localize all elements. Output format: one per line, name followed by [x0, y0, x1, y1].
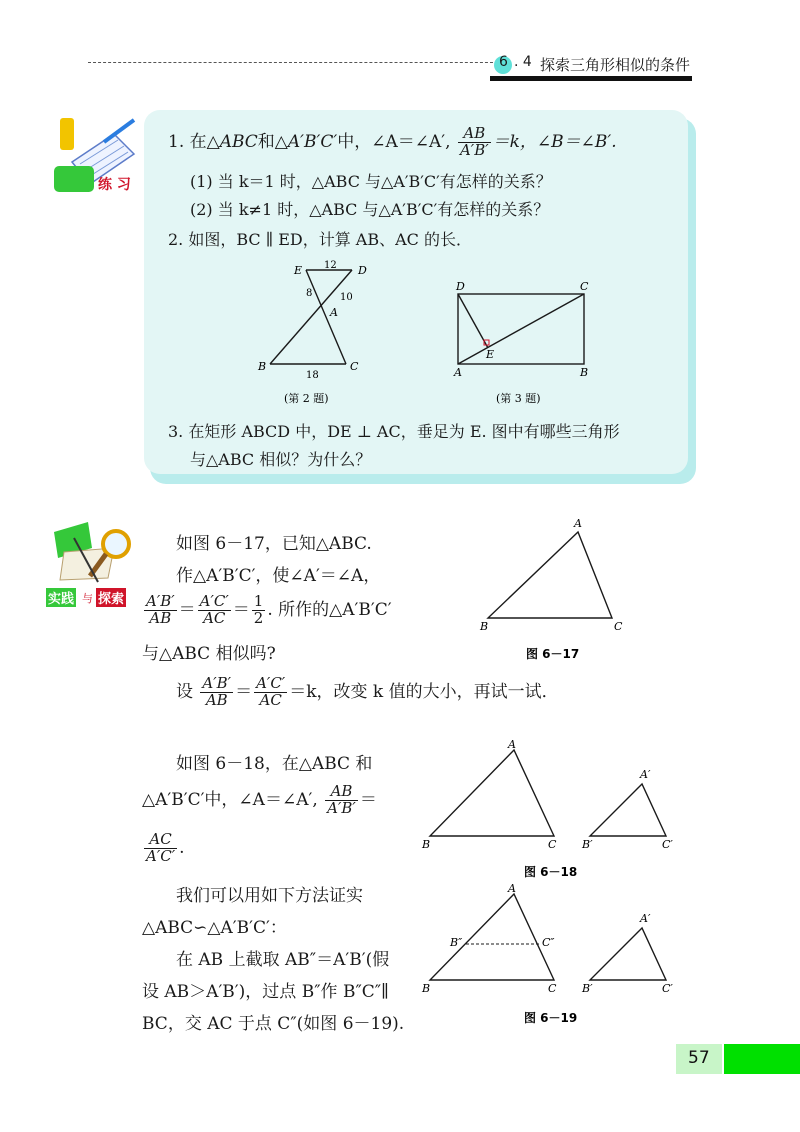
- label-b-double-prime: B″: [450, 936, 463, 949]
- label-ed-length: 12: [324, 260, 337, 271]
- figure-q3: [448, 278, 608, 408]
- label-a: A: [574, 517, 582, 530]
- proof-frac1-den: A′B′: [327, 798, 356, 817]
- figure-6-17: [470, 514, 640, 664]
- explore-frac5-den: AC: [259, 690, 282, 709]
- figure-6-19: [418, 882, 688, 1028]
- label-b: B: [422, 982, 431, 995]
- q1-mid: 中，∠A＝∠A′,: [337, 131, 451, 152]
- label-a: A: [508, 882, 516, 895]
- label-c: C: [548, 982, 557, 995]
- triangle-abc: [430, 894, 554, 980]
- explore-p3: [142, 594, 392, 627]
- label-d: D: [358, 264, 367, 277]
- label-b-prime: B′: [582, 982, 593, 995]
- label-c: C: [614, 620, 623, 633]
- label-a: A: [508, 738, 516, 751]
- q1-sub1: (1) 当 k＝1 时，△ABC 与△A′B′C′有怎样的关系？: [190, 172, 552, 191]
- practice-badge-label: 练 习: [98, 177, 131, 193]
- label-a: A: [330, 306, 338, 319]
- q1-triangle-1: △ABC: [206, 131, 258, 152]
- proof-frac1-num: AB: [325, 784, 358, 801]
- label-b: B: [480, 620, 489, 633]
- explore-frac4-num: A′B′: [202, 674, 232, 692]
- q1-fraction-num: AB: [458, 126, 491, 143]
- proof-frac2-num: AC: [144, 832, 177, 849]
- figure-6-18: [418, 738, 688, 884]
- label-bc-length: 18: [306, 370, 319, 381]
- explore-frac3-num: 1: [253, 592, 264, 610]
- section-header: [490, 52, 692, 78]
- proof-l1: 如图 6－18，在△ABC 和: [176, 754, 373, 774]
- header-dashed-rule: [88, 62, 498, 63]
- explore-badge-part1: 实践: [46, 588, 76, 607]
- label-a-prime: A′: [640, 912, 651, 925]
- explore-p1: 如图 6－17，已知△ABC.: [176, 534, 372, 554]
- explore-frac3-den: 2: [253, 608, 264, 627]
- explore-p2: 作△A′B′C′，使∠A′＝∠A，: [176, 566, 381, 586]
- label-b: B: [580, 366, 589, 379]
- question-1: [168, 126, 617, 159]
- q1-end: ＝k，∠B＝∠B′.: [492, 131, 617, 152]
- q1-and: 和: [257, 131, 275, 152]
- proof-l3: [142, 832, 185, 865]
- footer-accent-bar: [724, 1044, 800, 1074]
- proof-l7: 设 AB＞A′B′)，过点 B″作 B″C″∥: [142, 982, 389, 1002]
- proof-l5: △ABC∽△A′B′C′：: [142, 918, 287, 938]
- explore-icon: [44, 518, 144, 608]
- label-ad-length: 10: [340, 292, 353, 303]
- section-title: 探索三角形相似的条件: [540, 56, 691, 74]
- label-b: B: [258, 360, 267, 373]
- explore-frac1-den: AB: [149, 608, 172, 627]
- triangle-abc: [488, 532, 612, 618]
- explore-eq3: ＝: [235, 681, 253, 702]
- practice-icon: [54, 114, 144, 194]
- explore-frac3: [252, 594, 266, 627]
- q1-fraction: [458, 126, 491, 159]
- compass-magnifier-icon: [44, 518, 144, 588]
- proof-l2-text: △A′B′C′中，∠A＝∠A′,: [142, 789, 318, 810]
- proof-l6: 在 AB 上截取 AB″＝A′B′(假: [176, 950, 390, 970]
- proof-l2: [142, 784, 377, 817]
- proof-l8: BC，交 AC 于点 C″(如图 6－19).: [142, 1014, 405, 1034]
- caption-6-18: 图 6－18: [524, 865, 578, 879]
- label-b-prime: B′: [582, 838, 593, 851]
- proof-l3-end: .: [179, 837, 185, 858]
- explore-p3-tail: . 所作的△A′B′C′: [267, 599, 392, 620]
- section-dot: . 4: [514, 54, 532, 70]
- question-2: 2. 如图，BC ∥ ED，计算 AB、AC 的长．: [168, 230, 473, 249]
- question-3-line1: 3. 在矩形 ABCD 中，DE ⊥ AC，垂足为 E. 图中有哪些三角形: [168, 422, 620, 441]
- explore-frac1-num: A′B′: [146, 592, 175, 610]
- page-number: 57: [688, 1048, 710, 1068]
- label-c: C: [548, 838, 557, 851]
- q1-fraction-den: A′B′: [459, 140, 489, 159]
- explore-frac2-num: A′C′: [199, 592, 229, 610]
- triangle-abc: [430, 750, 554, 836]
- triangle-a2b2c2: [590, 784, 666, 836]
- explore-badge-part2: 探索: [96, 588, 126, 607]
- header-bar: [490, 76, 692, 81]
- proof-l4: 我们可以用如下方法证实: [176, 886, 363, 906]
- label-d: D: [456, 280, 465, 293]
- q1-sub2: (2) 当 k≠1 时，△ABC 与△A′B′C′有怎样的关系？: [190, 200, 550, 219]
- label-e: E: [486, 348, 495, 361]
- explore-p4: 与△ABC 相似吗?: [142, 644, 276, 664]
- explore-p5: [176, 676, 559, 709]
- caption-6-19: 图 6－19: [524, 1011, 578, 1025]
- label-e: E: [294, 264, 303, 277]
- label-c-double-prime: C″: [542, 936, 555, 949]
- caption-q3: (第 3 题): [496, 392, 541, 405]
- label-a-prime: A′: [640, 768, 651, 781]
- proof-frac2: [144, 832, 177, 865]
- caption-q2: (第 2 题): [284, 392, 329, 405]
- explore-frac4: [200, 676, 233, 709]
- label-a: A: [454, 366, 462, 379]
- section-number: 6: [499, 54, 508, 70]
- explore-p5-lead: 设: [176, 681, 193, 702]
- explore-badge-and: 与: [82, 592, 93, 605]
- explore-frac5-num: A′C′: [256, 674, 286, 692]
- label-c: C: [580, 280, 589, 293]
- explore-frac2: [198, 594, 231, 627]
- caption-6-17: 图 6－17: [526, 647, 580, 661]
- question-3-line2: 与△ABC 相似？为什么？: [190, 450, 372, 469]
- proof-frac2-den: A′C′: [146, 846, 176, 865]
- q1-triangle-2: △A′B′C′: [274, 131, 338, 152]
- triangle-a2b2c2: [590, 928, 666, 980]
- explore-eq1: ＝: [178, 599, 196, 620]
- explore-frac2-den: AC: [203, 608, 226, 627]
- label-b: B: [422, 838, 431, 851]
- explore-p5-tail: ＝k，改变 k 值的大小，再试一试．: [289, 681, 559, 702]
- explore-frac1: [144, 594, 177, 627]
- q1-prefix: 1. 在: [168, 131, 207, 152]
- proof-frac1: [325, 784, 358, 817]
- label-c-prime: C′: [662, 982, 673, 995]
- label-c: C: [350, 360, 359, 373]
- label-ea-length: 8: [306, 288, 313, 299]
- figure-q2: [250, 258, 380, 408]
- explore-frac5: [254, 676, 287, 709]
- explore-eq2: ＝: [232, 599, 250, 620]
- label-c-prime: C′: [662, 838, 673, 851]
- explore-frac4-den: AB: [205, 690, 228, 709]
- proof-eq: ＝: [359, 789, 377, 810]
